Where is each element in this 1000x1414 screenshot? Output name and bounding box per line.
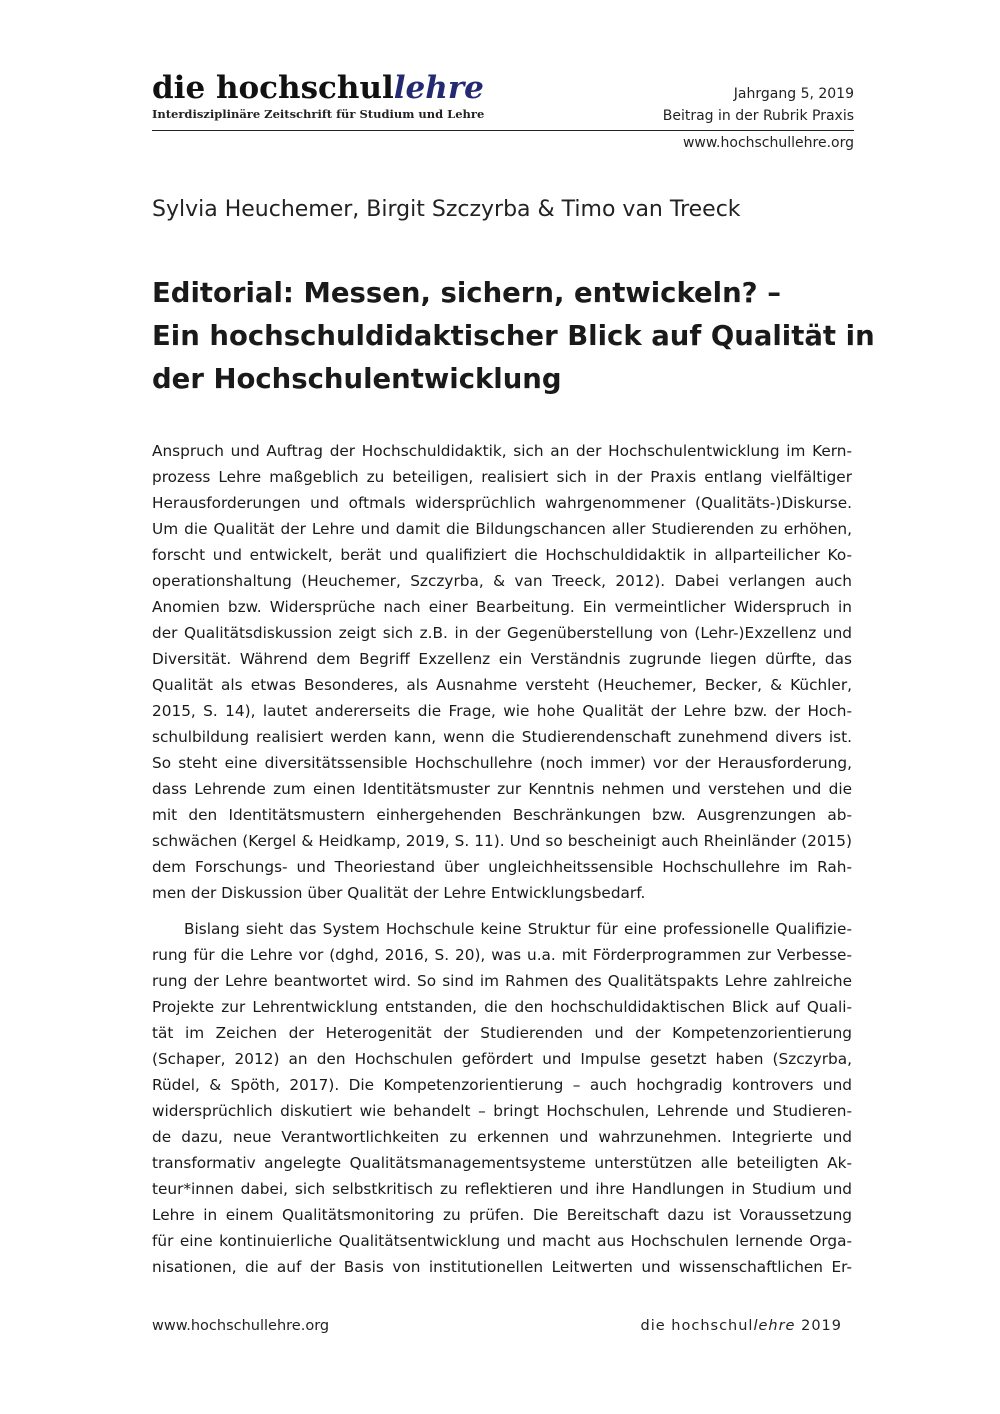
text-line: nisationen, die auf der Basis von institutionellen Leitwerten und wissenschaftlichen Er- (152, 1258, 852, 1276)
logo-subtitle: Interdisziplinäre Zeitschrift für Studium und Lehre (152, 107, 485, 121)
text-line: rung für die Lehre vor (dghd, 2016, S. 20), was u.a. mit Förderprogrammen zur Verbesse- (152, 946, 852, 964)
volume-info: Jahrgang 5, 2019 (733, 86, 854, 102)
text-line: Lehre in einem Qualitätsmonitoring zu prüfen. Die Bereitschaft dazu ist Voraussetzung (152, 1206, 852, 1224)
text-line: Qualität als etwas Besonderes, als Ausnahme versteht (Heuchemer, Becker, & Küchler, (152, 676, 852, 694)
text-line: Rüdel, & Spöth, 2017). Die Kompetenzorientierung – auch hochgradig kontrovers und (152, 1076, 852, 1094)
text-line: transformativ angelegte Qualitätsmanagementsysteme unterstützen alle beteiligten Ak- (152, 1154, 852, 1172)
header-url[interactable]: www.hochschullehre.org (682, 135, 854, 151)
text-line: dass Lehrende zum einen Identitätsmuster zur Kenntnis nehmen und verstehen und die (152, 780, 852, 798)
footer-journal-main: die hochschul (640, 1318, 754, 1334)
text-line: widersprüchlich diskutiert wie behandelt – bringt Hochschulen, Lehrende und Studieren- (152, 1102, 852, 1120)
footer-journal (641, 1315, 842, 1337)
text-line: Diversität. Während dem Begriff Exzellenz ein Verständnis zugrunde liegen dürfte, das (152, 650, 852, 668)
text-line: dem Forschungs- und Theoriestand über ungleichheitssensible Hochschullehre im Rah- (152, 858, 852, 876)
article-body (152, 438, 852, 1280)
text-line: rung der Lehre beantwortet wird. So sind im Rahmen des Qualitätspakts Lehre zahlreiche (152, 972, 852, 990)
logo-accent-text: lehre (393, 70, 484, 106)
text-line: Bislang sieht das System Hochschule keine Struktur für eine professionelle Qualifizie- (184, 920, 852, 938)
title-line: der Hochschulentwicklung (152, 363, 562, 395)
text-line: men der Diskussion über Qualität der Lehre Entwicklungsbedarf. (152, 884, 646, 902)
footer-year: 2019 (801, 1318, 842, 1334)
text-line: operationshaltung (Heuchemer, Szczyrba, & van Treeck, 2012). Dabei verlangen auch (152, 572, 852, 590)
paragraph-2 (152, 916, 852, 1280)
text-line: forscht und entwickelt, berät und qualifiziert die Hochschuldidaktik in allparteilicher Ko- (152, 546, 852, 564)
text-line: Anomien bzw. Widersprüche nach einer Bearbeitung. Ein vermeintlicher Widerspruch in (152, 598, 852, 616)
authors: Sylvia Heuchemer, Birgit Szczyrba & Timo van Treeck (152, 197, 741, 222)
text-line: für eine kontinuierliche Qualitätsentwicklung und macht aus Hochschulen lernende Orga- (152, 1232, 852, 1250)
text-line: de dazu, neue Verantwortlichkeiten zu erkennen und wahrzunehmen. Integrierte und (152, 1128, 852, 1146)
text-line: (Schaper, 2012) an den Hochschulen gefördert und Impulse gesetzt haben (Szczyrba, (152, 1050, 852, 1068)
text-line: Anspruch und Auftrag der Hochschuldidaktik, sich an der Hochschulentwicklung im Kern- (152, 442, 852, 460)
text-line: prozess Lehre maßgeblich zu beteiligen, realisiert sich in der Praxis entlang vielfältiger (152, 468, 852, 486)
text-line: Um die Qualität der Lehre und damit die Bildungschancen aller Studierenden zu erhöhen, (152, 520, 852, 538)
section-info: Beitrag in der Rubrik Praxis (662, 108, 854, 124)
text-line: teur*innen dabei, sich selbstkritisch zu reflektieren und ihre Handlungen in Studium und (152, 1180, 852, 1198)
logo-main-text: die hochschul (152, 70, 394, 106)
title-line: Editorial: Messen, sichern, entwickeln? – (152, 277, 781, 309)
text-line: Herausforderungen und oftmals widersprüchlich wahrgenommener (Qualitäts-)Diskurse. (152, 494, 852, 512)
text-line: tät im Zeichen der Heterogenität der Studierenden und der Kompetenzorientierung (152, 1024, 852, 1042)
issue-meta (663, 83, 854, 127)
article-title (152, 272, 875, 401)
text-line: mit den Identitätsmustern einhergehenden Beschränkungen bzw. Ausgrenzungen ab- (152, 806, 852, 824)
logo-wordmark (152, 70, 484, 106)
text-line: schwächen (Kergel & Heidkamp, 2019, S. 11). Und so bescheinigt auch Rheinländer (2015) (152, 832, 852, 850)
text-line: der Qualitätsdiskussion zeigt sich z.B. in der Gegenüberstellung von (Lehr-)Exzellenz und (152, 624, 852, 642)
text-line: Projekte zur Lehrentwicklung entstanden, die den hochschuldidaktischen Blick auf Quali- (152, 998, 852, 1016)
footer-journal-accent: lehre (753, 1318, 796, 1334)
title-line: Ein hochschuldidaktischer Blick auf Qualität in (152, 320, 875, 352)
paragraph-1 (152, 438, 852, 906)
header-divider (152, 130, 854, 131)
text-line: 2015, S. 14), lautet andererseits die Frage, wie hohe Qualität der Lehre bzw. der Hoch- (152, 702, 852, 720)
journal-logo (152, 70, 484, 121)
footer-url[interactable]: www.hochschullehre.org (152, 1318, 330, 1334)
text-line: schulbildung realisiert werden kann, wenn die Studierendenschaft zunehmend divers ist. (152, 728, 852, 746)
text-line: So steht eine diversitätssensible Hochschullehre (noch immer) vor der Herausforderung, (152, 754, 852, 772)
